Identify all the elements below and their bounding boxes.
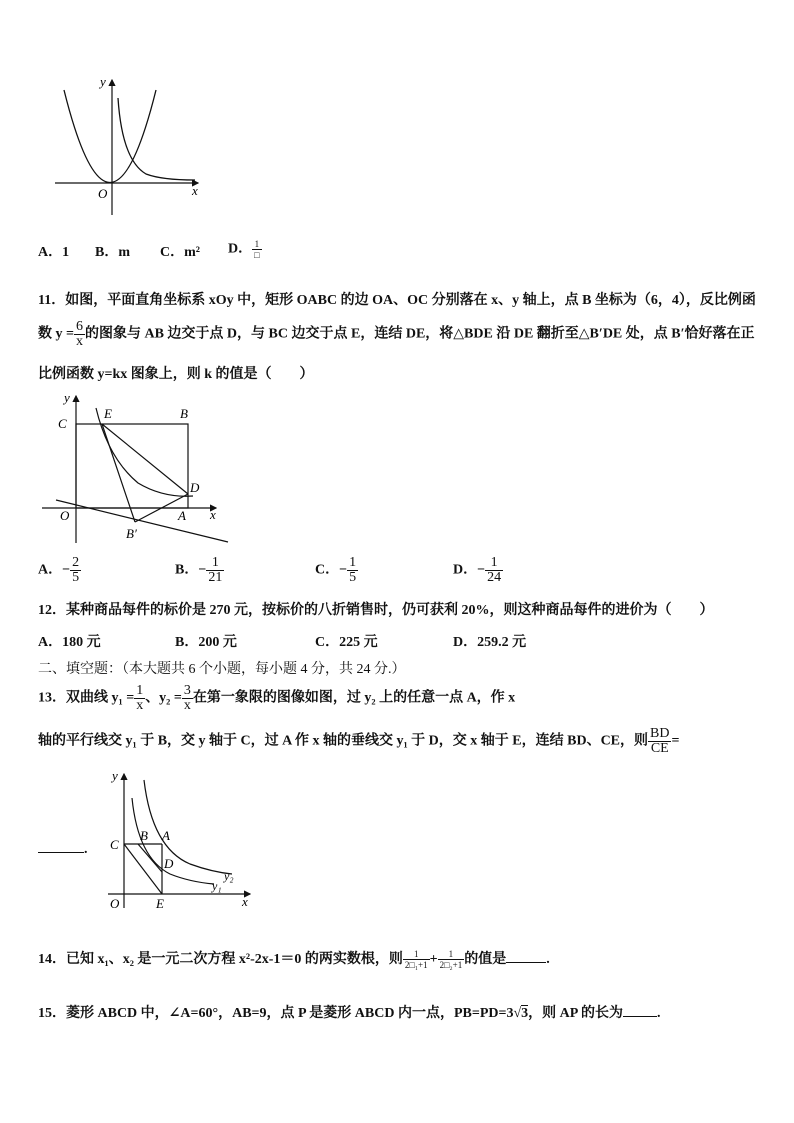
q12-option-a[interactable]: A．180 元: [38, 635, 101, 650]
q10-figure: [50, 70, 210, 220]
point-label-e: E: [104, 406, 112, 421]
axis-label-x: x: [242, 894, 248, 909]
q14-answer-blank[interactable]: [506, 948, 546, 963]
q11-stem-line3: 比例函数 y=kx 图象上，则 k 的值是（ ）: [38, 367, 314, 382]
q12-option-c[interactable]: C．225 元: [315, 635, 378, 650]
point-label-b: B: [180, 406, 188, 421]
q11-option-c-fraction: $\frac{1}{5}$: [349, 555, 357, 585]
parabola-curve: [64, 90, 156, 183]
axis-label-y: y: [112, 768, 118, 783]
hyperbola-curve: [118, 98, 195, 180]
axis-label-x: x: [210, 507, 216, 522]
point-label-e: E: [156, 896, 164, 911]
axis-label-y: y: [100, 74, 106, 89]
point-label-o: O: [110, 896, 120, 911]
hyperbola-curve: [96, 408, 193, 496]
q12-stem: 12．某种商品每件的标价是 270 元，按标价的八折销售时，仍可获利 20%，则这种商品每件的进价为（ ）: [38, 603, 714, 618]
q11-option-d[interactable]: D．− $\frac{1}{24}$: [453, 555, 502, 585]
q14-stem: 14．已知 x₁、x₂ 是一元二次方程 x²-2x-1＝0 的两实数根，则 $\frac{1}{\text{2□₁+1}}$ + $\frac{1}{\text{2□₂+1}}$ 的值是 .: [38, 949, 550, 971]
q12-option-b[interactable]: B．200 元: [175, 635, 237, 650]
q11-stem-line1: 11．如图，平面直角坐标系 xOy 中，矩形 OABC 的边 OA、OC 分别落在 x、y 轴上，点 B 坐标为（6，4），反比例函: [38, 293, 756, 308]
sqrt-symbol: √: [513, 1006, 522, 1021]
q13-stem-line1: 13．双曲线 y₁ = $\frac{1}{x}$ 、y₂ = $\frac{3}{x}$ 在第一象限的图像如图，过 y₂ 上的任意一点 A，作 x: [38, 683, 516, 713]
q15-answer-blank[interactable]: [623, 1002, 657, 1017]
q11-option-b[interactable]: B．− $\frac{1}{21}$: [175, 555, 223, 585]
q13-ratio-fraction: $\frac{BD}{CE}$: [650, 726, 670, 756]
q10-option-d-fraction: $\frac{1}{□}$: [254, 239, 260, 260]
q10-option-d-label: D．: [228, 241, 253, 257]
q12-option-d[interactable]: D．259.2 元: [453, 635, 527, 650]
axis-label-x: x: [192, 183, 198, 198]
q13-fraction-y1: $\frac{1}{x}$: [136, 683, 144, 713]
axis-label-y: y: [64, 390, 70, 405]
curve-label-y2: y₂: [224, 869, 234, 883]
q11-fraction: $\frac{6}{x}$: [75, 319, 83, 349]
point-label-d: D: [164, 856, 174, 871]
q10-option-b[interactable]: B．m: [95, 245, 130, 260]
curve-label-y1: y₁: [212, 879, 222, 893]
q14-fraction-1: $\frac{1}{\text{2□₁+1}}$: [404, 949, 428, 971]
q13-stem-line2: 轴的平行线交 y₁ 于 B，交 y 轴于 C，过 A 作 x 轴的垂线交 y₁ 于 D，交 x 轴于 E，连结 BD、CE，则 $\frac{BD}{CE}$ =: [38, 726, 680, 756]
point-label-b: B: [140, 828, 148, 843]
q10-option-c[interactable]: C．m²: [160, 245, 200, 260]
origin-label: O: [98, 186, 108, 201]
q13-answer-line: .: [38, 838, 88, 859]
q13-figure: [100, 768, 260, 916]
point-label-d: D: [190, 480, 200, 495]
q10-option-a[interactable]: A．1: [38, 245, 70, 260]
q13-fraction-y2: $\frac{3}{x}$: [183, 683, 191, 713]
line-y-kx: [56, 500, 228, 542]
q14-fraction-2: $\frac{1}{\text{2□₂+1}}$: [439, 949, 463, 971]
point-label-a: A: [162, 828, 170, 843]
q11-option-a[interactable]: A．− $\frac{2}{5}$: [38, 555, 80, 585]
point-label-o: O: [60, 508, 70, 523]
q11-option-c[interactable]: C．− $\frac{1}{5}$: [315, 555, 357, 585]
q11-option-a-fraction: $\frac{2}{5}$: [72, 555, 80, 585]
line-ce: [124, 844, 162, 894]
q11-option-b-fraction: $\frac{1}{21}$: [208, 555, 223, 585]
q11-figure: [38, 388, 238, 548]
point-label-c: C: [110, 837, 119, 852]
q11-stem-line2: 数 y = $\frac{6}{x}$ 的图象与 AB 边交于点 D，与 BC 边交于点 E，连结 DE，将△BDE 沿 DE 翻折至△B′DE 处，点 B′恰好落在正: [38, 319, 755, 349]
line-de: [102, 424, 188, 494]
point-label-c: C: [58, 416, 67, 431]
section-heading-fill-in: 二、填空题：（本大题共 6 个小题，每小题 4 分，共 24 分.）: [38, 662, 406, 677]
point-label-b-prime: B′: [126, 526, 137, 541]
line-eb-prime: [102, 424, 135, 522]
q13-answer-blank[interactable]: [38, 838, 84, 853]
point-label-a: A: [178, 508, 186, 523]
q15-stem: 15．菱形 ABCD 中，∠A=60°，AB=9，点 P 是菱形 ABCD 内一点，PB=PD=3√3，则 AP 的长为 .: [38, 1002, 661, 1023]
q10-option-d[interactable]: [228, 239, 262, 260]
q11-option-d-fraction: $\frac{1}{24}$: [487, 555, 502, 585]
curve-y2: [144, 780, 232, 874]
